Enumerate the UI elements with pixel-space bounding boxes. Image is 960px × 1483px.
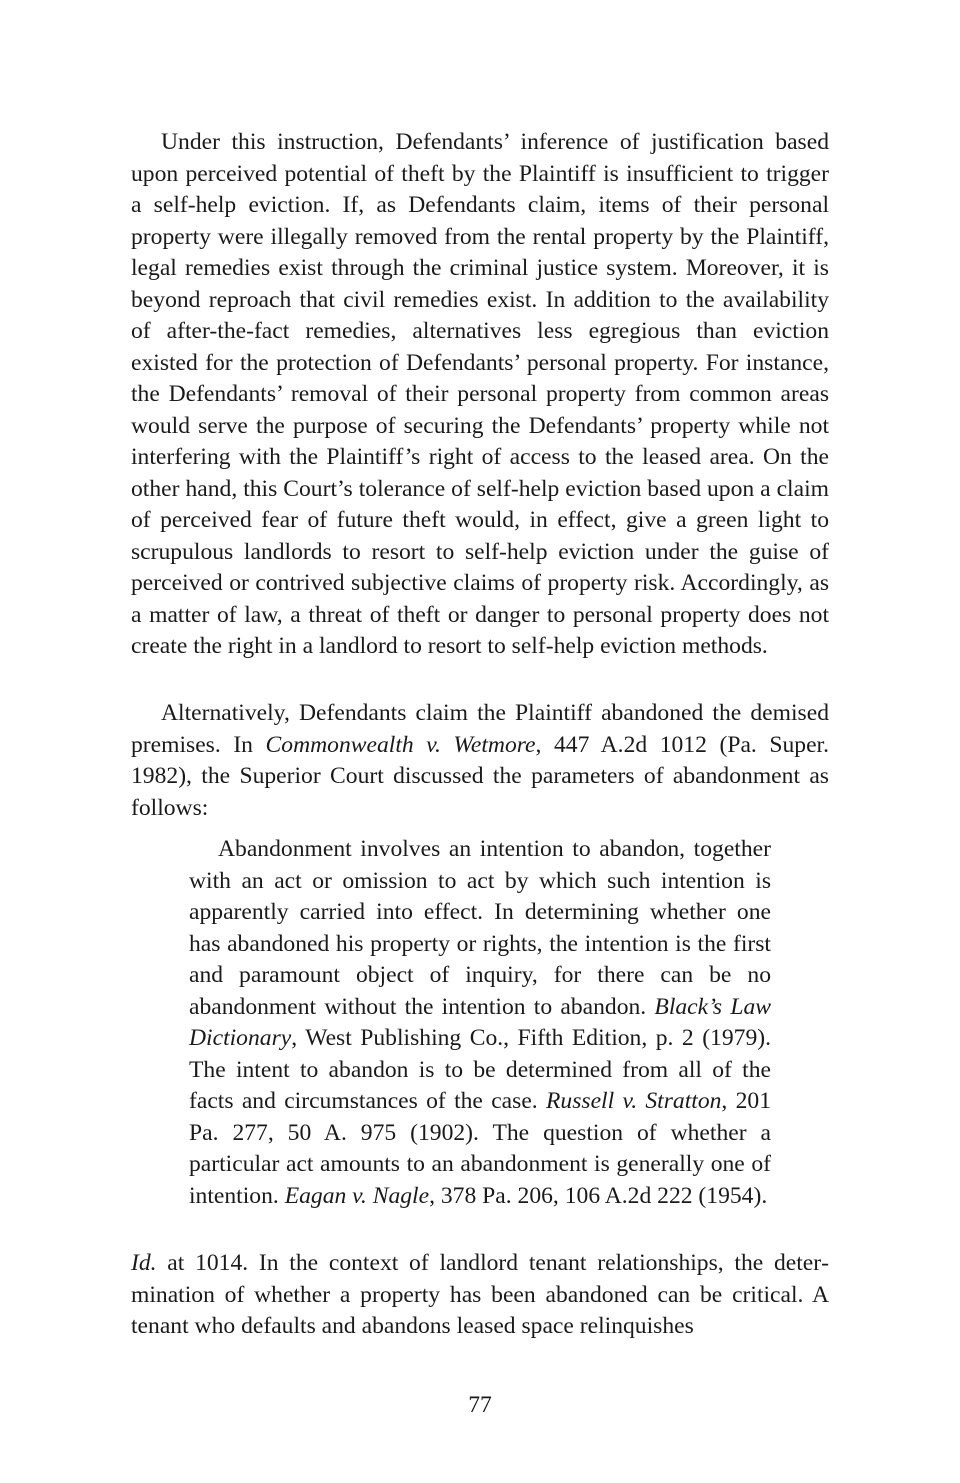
paragraph-text: Alternatively, Defendants claim the Plaintiff abandoned the demised premises. In xyxy=(131,700,829,758)
body-paragraph-abandonment-claim xyxy=(131,698,829,824)
quote-text: , West Publishing Co., Fifth Edition, p. 2 (1979). The intent to abandon is to be determined from all of the facts and circumstances of the case. xyxy=(189,1025,771,1114)
block-quote xyxy=(189,834,771,1212)
paragraph-text: at 1014. In the context of landlord tenant relationships, the determination of whether a property has been abandoned can be critical. A tenant who defaults and abandons leased space relinquishes xyxy=(131,1250,829,1339)
page-number: 77 xyxy=(468,1392,492,1418)
case-citation: Eagan v. Nagle xyxy=(284,1182,430,1209)
body-paragraph-theft-justification: Under this instruction, Defendants’ inference of justification based upon perceived potential of theft by the Plaintiff is insufficient to trigger a self-help eviction. If, as Defendants claim, items of their personal property were illegally removed from the rental property by the Plaintiff, legal remedies exist through the criminal justice system. Moreover, it is beyond reproach that civil remedies exist. In addition to the availability of after-the-fact remedies, alternatives less egregious than eviction existed for the protection of Defendants’ personal property. For instance, the Defendants’ removal of their personal property from common areas would serve the purpose of securing the Defendants’ property while not interfering with the Plaintiff’s right of access to the leased area. On the other hand, this Court’s tolerance of self-help eviction based upon a claim of perceived fear of future theft would, in effect, give a green light to scrupulous landlords to resort to self-help eviction under the guise of perceived or contrived subjective claims of property risk. Accordingly, as a matter of law, a threat of theft or danger to personal property does not create the right in a landlord to resort to self-help eviction methods. xyxy=(131,129,829,659)
paragraph-text: , 447 A.2d 1012 (Pa. Super. 1982), the Superior Court discussed the parameters of abandonment as follows: xyxy=(131,731,830,821)
case-citation: Commonwealth v. Wetmore xyxy=(265,731,536,758)
quote-text: Abandonment involves an intention to abandon, together with an act or omission to act by which such intention is apparently carried into effect. In determining whether one has abandoned his property or rights, the intention is the first and paramount object of inquiry, for there can be no abandonment without the intention to abandon. xyxy=(189,836,771,1020)
source-citation: Black’s Law Dictionary xyxy=(189,993,771,1051)
quote-text: , 201 Pa. 277, 50 A. 975 (1902). The question of whether a particular act amounts to an abandonment is generally one of intention. xyxy=(189,1088,772,1209)
id-citation: Id. xyxy=(131,1250,157,1276)
quote-text: , 378 Pa. 206, 106 A.2d 222 (1954). xyxy=(429,1182,768,1209)
case-citation: Russell v. Stratton xyxy=(546,1088,722,1114)
body-paragraph-landlord-tenant xyxy=(131,1248,829,1343)
